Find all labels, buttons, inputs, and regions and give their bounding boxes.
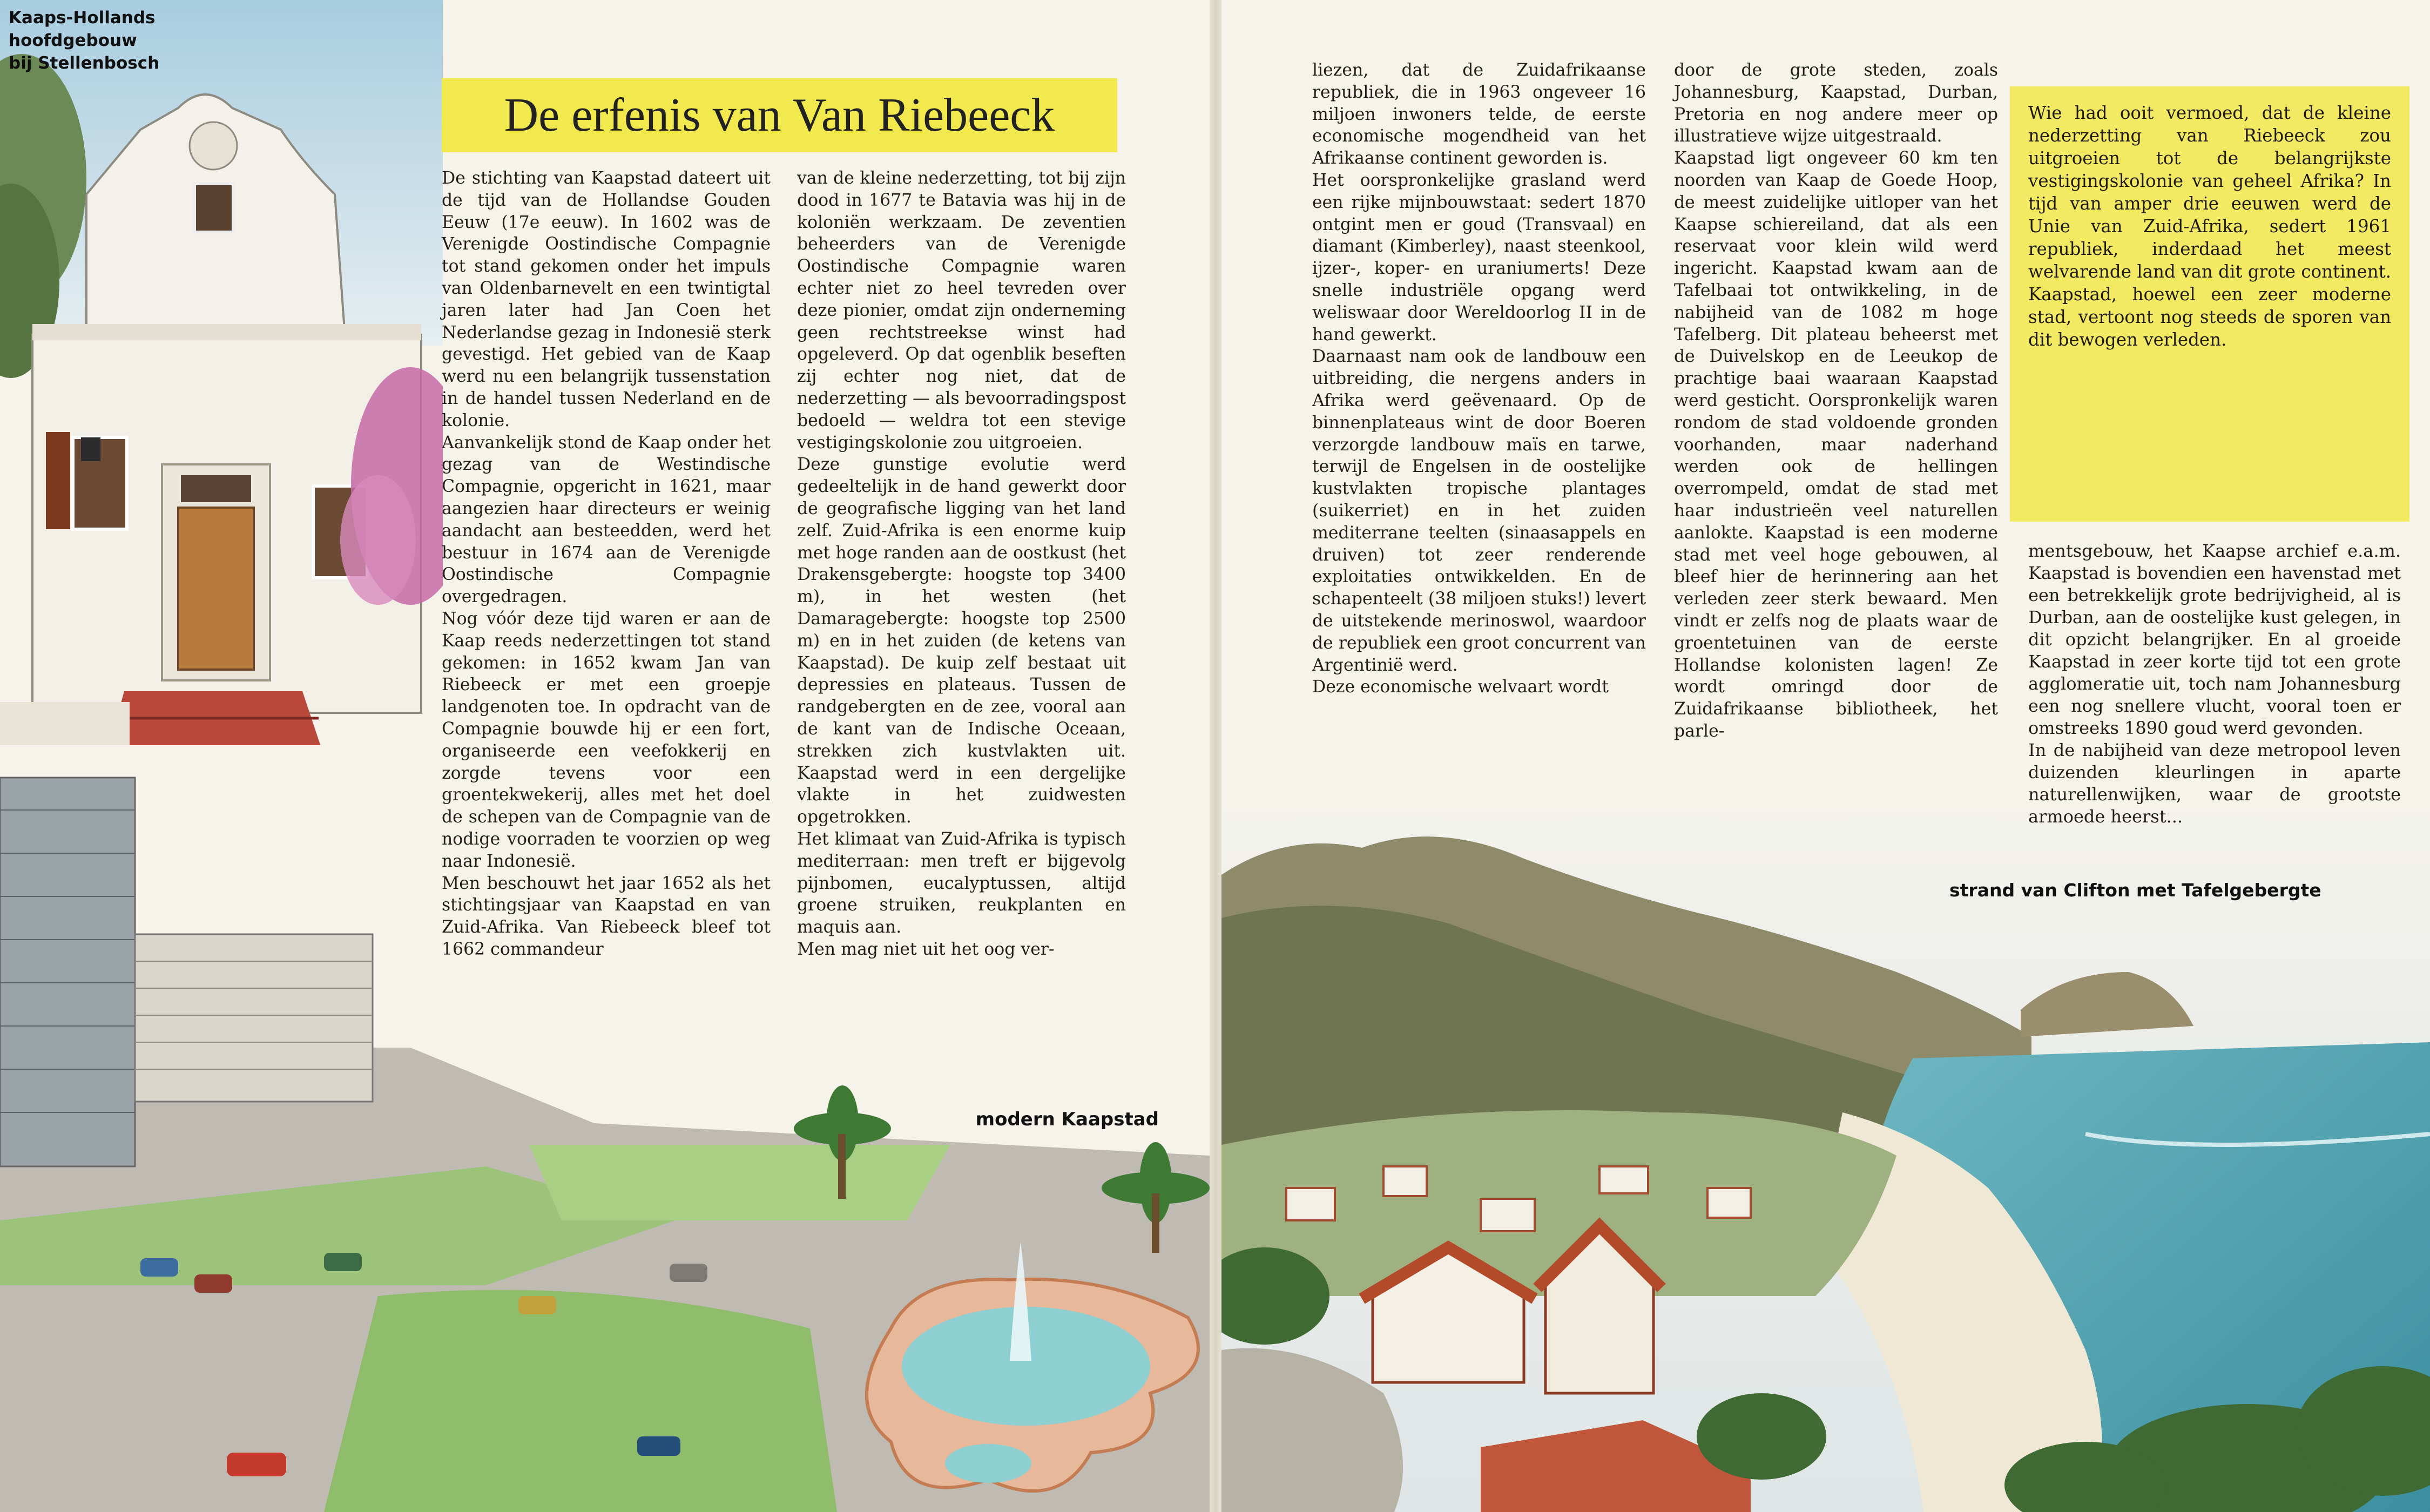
article-column-5 [2028, 540, 2401, 828]
paragraph: Deze gunstige evolutie werd gedeeltelijk in de hand gewerkt door de geografische ligging van het land zelf. Zuid-Afrika is een enorme kuip met hoge randen aan de oostkust (het Drakensgebergte: hoogste top 3400 m), in het westen (het Damaragebergte: hoogste top 2500 m) en in het zuiden (de ketens van Kaapstad). De kuip zelf bestaat uit depressies en plateaus. Tussen de randgebergten en de zee, vooral aan de kant van de Indische Oceaan, strekken zich kustvlakten uit. Kaapstad werd in een dergelijke vlakte in het zuidwesten opgetrokken. [797, 455, 1126, 827]
paragraph: van de kleine nederzetting, tot bij zijn dood in 1677 te Batavia was hij in de koloniën werkzaam. De zeventien beheerders van de Verenigde Oostindische Compagnie waren echter niet zo heel tevreden over deze pionier, omdat zijn onderneming geen rechtstreekse winst had opgeleverd. Op dat ogenblik beseften zij echter nog niet, dat de nederzetting — als bevoorradingspost bedoeld — weldra tot een stevige vestigingskolonie zou uitgroeien. [797, 168, 1126, 453]
article-column-3 [1312, 59, 1646, 698]
paragraph: liezen, dat de Zuidafrikaanse republiek, die in 1963 ongeveer 16 miljoen inwoners telde, de eerste economische mogendheid van het Afrikaanse continent geworden is. [1312, 60, 1646, 168]
yellow-callout-box [2010, 86, 2409, 522]
title-banner [442, 78, 1117, 152]
article-title: De erfenis van Van Riebeeck [504, 89, 1055, 141]
caption-stellenbosch-line-3: bij Stellenbosch [9, 53, 160, 73]
caption-stellenbosch-line-1: Kaaps-Hollands [9, 8, 156, 28]
paragraph: Het klimaat van Zuid-Afrika is typisch mediterraan: men treft er bijgevolg pijnbomen, eucalyptussen, altijd groene struiken, reukplanten en maquis aan. [797, 829, 1126, 937]
caption-stellenbosch [9, 6, 235, 75]
paragraph: mentsgebouw, het Kaapse archief e.a.m. Kaapstad is bovendien een havenstad met een betrekkelijk grote bedrijvigheid, al is Durban, aan de oostelijke kust gelegen, in dit opzicht belangrijker. En al groeide Kaapstad in zeer korte tijd tot een grote agglomeratie uit, toch nam Johannesburg een nog snellere vlucht, vooral toen er omstreeks 1890 goud werd gevonden. [2028, 541, 2401, 738]
paragraph: Het oorspronkelijke grasland werd een rijke mijnbouwstaat: sedert 1870 ontgint men er goud (Transvaal) en diamant (Kimberley), naast steenkool, ijzer-, koper- en uraniumerts! Deze snelle industriële opgang werd weliswaar door Wereldoorlog II in de hand gewerkt. [1312, 170, 1646, 345]
paragraph: Nog vóór deze tijd waren er aan de Kaap reeds nederzettingen tot stand gekomen: in 1652 kwam Jan van Riebeeck er met een groepje landgenoten toe. In opdracht van de Compagnie bouwde hij er een fort, organiseerde een veefokkerij en zorgde tevens voor een groentekwekerij, alles met het doel de schepen van de Compagnie van de nodige voorraden te voorzien op weg naar Indonesië. [442, 609, 771, 871]
page-gutter [1210, 0, 1221, 1512]
article-column-1 [442, 167, 771, 961]
paragraph: Deze economische welvaart wordt [1312, 677, 1609, 697]
article-column-2 [797, 167, 1126, 961]
article-column-4 [1674, 59, 1998, 742]
clifton-beach-illustration [1221, 810, 2430, 1512]
paragraph: Daarnaast nam ook de landbouw een uitbreiding, die nergens anders in Afrika werd geëvenaard. Op de binnenplateaus wint de door Boeren verzorgde landbouw maïs en tarwe, terwijl de Engelsen in de oostelijke kustvlakten tropische plantages (suikerriet) en in het zuiden mediterrane teelten (sinaasappels en druiven) tot zeer renderende exploitaties ontwikkelden. En de schapenteelt (38 miljoen stuks!) levert de uitstekende merinoswol, waardoor de republiek een groot concurrent van Argentinië werd. [1312, 347, 1646, 675]
caption-stellenbosch-line-2: hoofdgebouw [9, 31, 137, 50]
paragraph: door de grote steden, zoals Johannesburg, Kaapstad, Durban, Pretoria en nog andere meer op illustratieve wijze uitgestraald. [1674, 60, 1998, 146]
stellenbosch-building-illustration [0, 0, 443, 788]
paragraph: Men beschouwt het jaar 1652 als het stichtingsjaar van Kaapstad en van Zuid-Afrika. Van Riebeeck bleef tot 1662 commandeur [442, 873, 771, 959]
paragraph: Men mag niet uit het oog ver- [797, 939, 1055, 959]
caption-clifton: strand van Clifton met Tafelgebergte [1949, 880, 2321, 901]
callout-text: Wie had ooit vermoed, dat de kleine nederzetting van Riebeeck zou uitgroeien tot de belangrijkste vestigingskolonie van geheel Afrika? In tijd van amper drie eeuwen werd de Unie van Zuid-Afrika, sedert 1961 republiek, inderdaad het meest welvarende land van dit grote continent. Kaapstad, hoewel een zeer moderne stad, vertoont nog steeds de sporen van dit bewogen verleden. [2028, 103, 2391, 350]
paragraph: Aanvankelijk stond de Kaap onder het gezag van de Westindische Compagnie, opgericht in 1621, maar aangezien haar directeurs er weinig aandacht aan besteedden, werd het bestuur in 1674 aan de Verenigde Oostindische Compagnie overgedragen. [442, 433, 771, 607]
paragraph: In de nabijheid van deze metropool leven duizenden kleurlingen in aparte naturellenwijken, waar de grootste armoede heerst... [2028, 740, 2401, 827]
paragraph: Kaapstad ligt ongeveer 60 km ten noorden van Kaap de Goede Hoop, de meest zuidelijke uitloper van het Kaapse schiereiland, dat als een reservaat voor klein wild werd ingericht. Kaapstad kwam aan de Tafelbaai tot ontwikkeling, in de nabijheid van de 1082 m hoge Tafelberg. Dit plateau beheerst met de Duivelskop en de Leeukop de prachtige baai waaraan Kaapstad werd gesticht. Oorspronkelijk waren rondom de stad voldoende gronden voorhanden, maar naderhand werden ook de hellingen overrompeld, omdat de stad met haar industrieën veel naturellen aanlokte. Kaapstad is een moderne stad met veel hoge gebouwen, al bleef hier de herinnering aan het verleden zeer sterk bewaard. Men vindt er zelfs nog de plaats waar de groentetuinen van de eerste Hollandse kolonisten lagen! Ze wordt omringd door de Zuidafrikaanse bibliotheek, het parle- [1674, 148, 1998, 741]
paragraph: De stichting van Kaapstad dateert uit de tijd van de Hollandse Gouden Eeuw (17e eeuw). In 1602 was de Verenigde Oostindische Compagnie tot stand gekomen onder het impuls van Oldenbarnevelt en een twintigtal jaren later had Jan Coen het Nederlandse gezag in Indonesië sterk gevestigd. Het gebied van de Kaap werd nu een belangrijk tussenstation in de handel tussen Nederland en de kolonie. [442, 168, 771, 430]
caption-modern-kaapstad: modern Kaapstad [975, 1109, 1159, 1130]
